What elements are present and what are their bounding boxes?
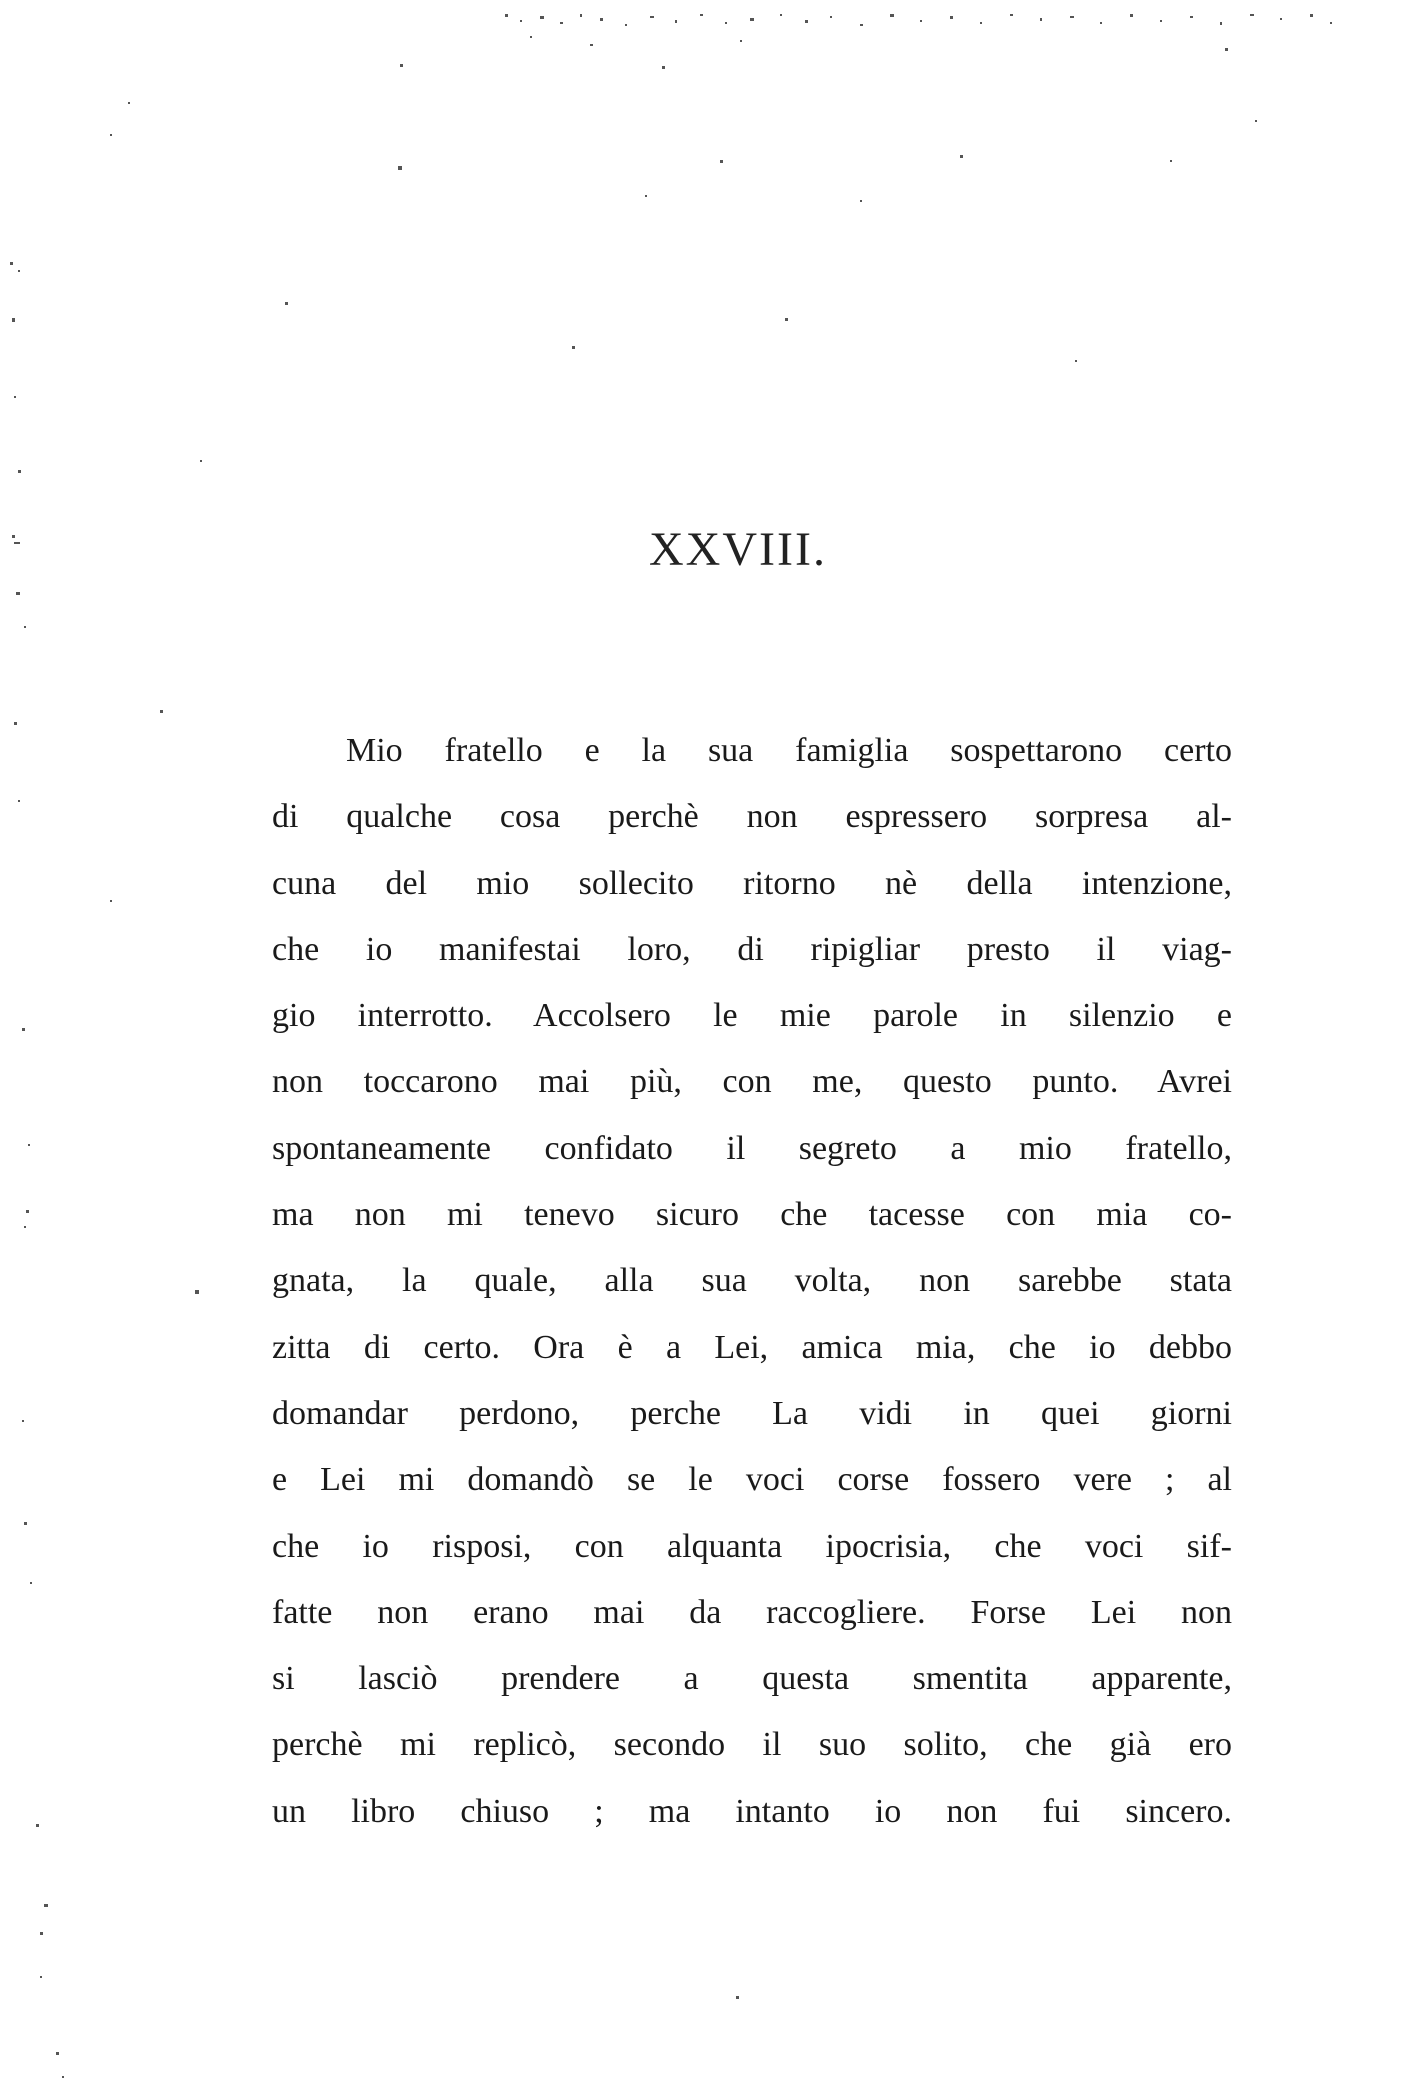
text-line: cuna del mio sollecito ritorno nè della intenzione,: [272, 864, 1232, 902]
text-line: che io manifestai loro, di ripigliar presto il viag-: [272, 930, 1232, 968]
text-line: fatte non erano mai da raccogliere. Forse Lei non: [272, 1593, 1232, 1631]
text-line: ma non mi tenevo sicuro che tacesse con mia co-: [272, 1196, 1232, 1234]
text-line: gnata, la quale, alla sua volta, non sarebbe stata: [272, 1262, 1232, 1300]
text-line: si lasciò prendere a questa smentita apparente,: [272, 1660, 1232, 1698]
text-line: domandar perdono, perche La vidi in quei giorni: [272, 1394, 1232, 1432]
text-line: che io risposi, con alquanta ipocrisia, che voci sif-: [272, 1527, 1232, 1565]
chapter-heading: XXVIII.: [649, 523, 827, 576]
text-line: Mio fratello e la sua famiglia sospettarono certo: [346, 732, 1232, 769]
text-line: gio interrotto. Accolsero le mie parole in silenzio e: [272, 997, 1232, 1035]
text-line: spontaneamente confidato il segreto a mio fratello,: [272, 1129, 1232, 1167]
text-line: di qualche cosa perchè non espressero sorpresa al-: [272, 798, 1232, 836]
chapter-body: [272, 718, 1232, 1845]
text-line: non toccarono mai più, con me, questo punto. Avrei: [272, 1063, 1232, 1101]
text-line: un libro chiuso ; ma intanto io non fui sincero.: [272, 1792, 1232, 1830]
text-line: e Lei mi domandò se le voci corse fossero vere ; al: [272, 1461, 1232, 1499]
text-line: zitta di certo. Ora è a Lei, amica mia, che io debbo: [272, 1328, 1232, 1366]
text-line: perchè mi replicò, secondo il suo solito, che già ero: [272, 1726, 1232, 1764]
